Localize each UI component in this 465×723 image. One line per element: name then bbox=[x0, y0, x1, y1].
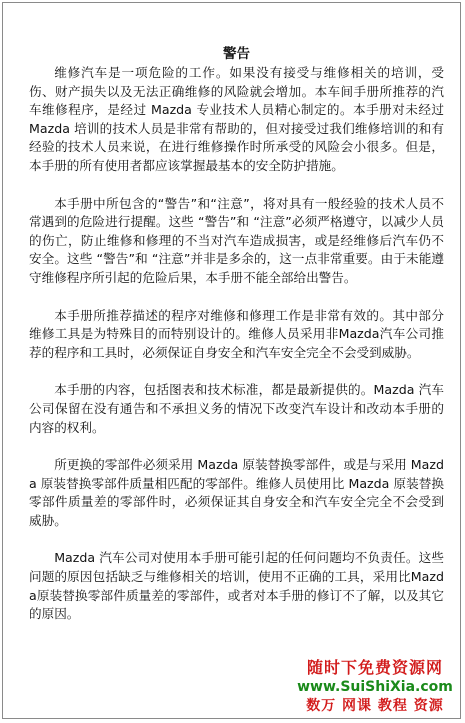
paragraph-6: Mazda 汽车公司对使用本手册可能引起的任何问题均不负责任。这些问题的原因包括缺乏与维修相关的培训，使用不正确的工具，采用比Mazda原装替换零部件质量差的零部件，或者对本手册的修订不了解，以及其它的原因。 bbox=[29, 550, 444, 622]
document-body bbox=[29, 45, 444, 643]
paragraph-1: 维修汽车是一项危险的工作。如果没有接受与维修相关的培训，受伤、财产损失以及无法正确维修的风险就会增加。本车间手册所推荐的汽车维修程序，是经过 Mazda 专业技术人员精心制定的。本手册对未经过 Mazda 培训的技术人员是非常有帮助的，但对接受过我们维修培训的和有经验的技术人员来说，在进行维修操作时所承受的风险会小很多。但是，本手册的所有使用者都应该掌握最基本的安全防护措施。 bbox=[29, 65, 444, 173]
document-page bbox=[2, 2, 461, 719]
paragraph-2: 本手册中所包含的“警告”和“注意”，将对具有一般经验的技术人员不常遇到的危险进行提醒。这些 “警告”和 “注意”必须严格遵守，以减少人员的伤亡，防止维修和修理的不当对汽车造成损害，或是经维修后汽车仍不安全。这些 “警告”和 “注意”并非是多余的，这一点非常重要。由于未能遵守维修程序所引起的危险后果，本手册不能全部给出警告。 bbox=[29, 195, 444, 285]
paragraph-3: 本手册所推荐描述的程序对维修和修理工作是非常有效的。其中部分维修工具是为特殊目的而特别设计的。维修人员采用非Mazda汽车公司推荐的程序和工具时，必须保证自身安全和汽车安全完全不会受到威胁。 bbox=[29, 307, 444, 360]
page-title: 警告 bbox=[223, 46, 250, 62]
watermark-title: 随时下免费资源网 bbox=[306, 658, 443, 677]
site-watermark bbox=[290, 658, 460, 720]
watermark-url: www.SuiShiXia.com bbox=[297, 679, 453, 695]
paragraph-4: 本手册的内容，包括图表和技术标准，都是最新提供的。Mazda 汽车公司保留在没有通告和不承担义务的情况下改变汽车设计和改动本手册的内容的权利。 bbox=[29, 382, 444, 435]
watermark-slogan: 数万 网课 教程 资源 bbox=[306, 698, 444, 714]
paragraph-5: 所更换的零部件必须采用 Mazda 原装替换零部件，或是与采用 Mazda 原装替换零部件质量相匹配的零部件。维修人员使用比 Mazda 原装替换零部件质量差的零部件时，必须保证其自身安全和汽车安全完全不会受到威胁。 bbox=[29, 457, 444, 528]
